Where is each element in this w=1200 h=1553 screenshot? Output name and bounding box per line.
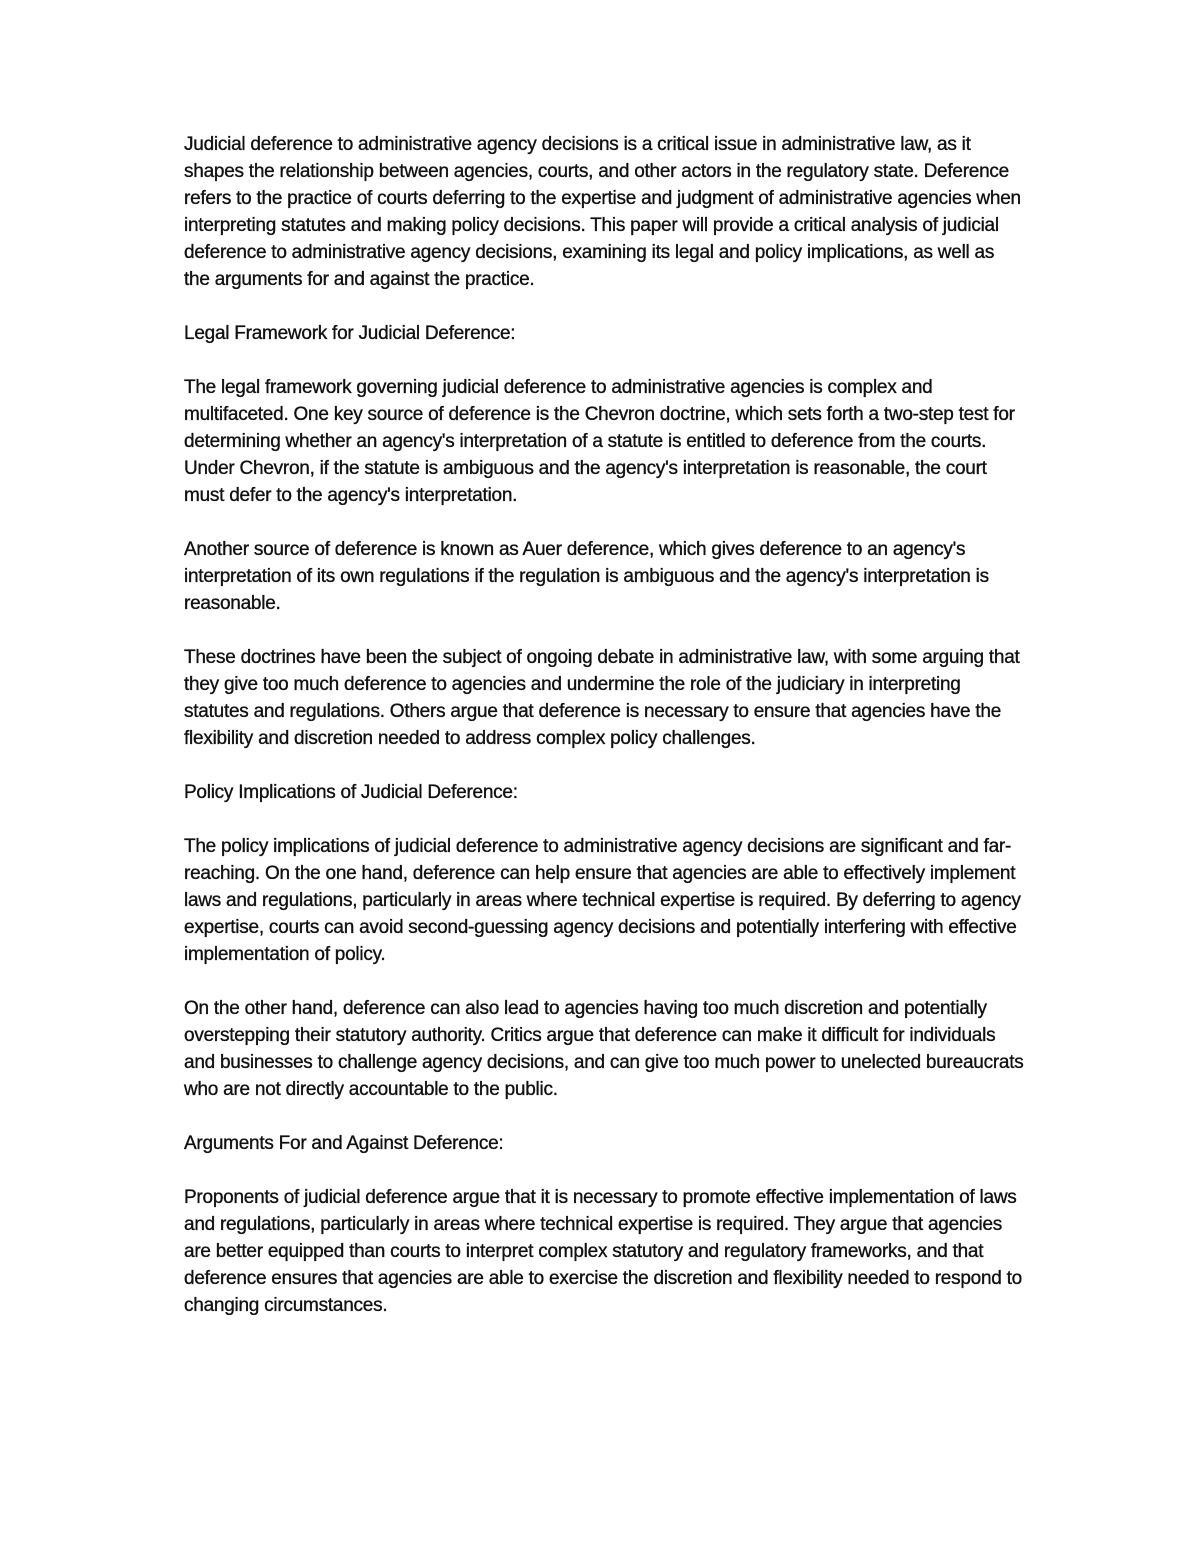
section-heading-policy-implications: Policy Implications of Judicial Deference: [184, 782, 518, 803]
document-page [184, 131, 1024, 1346]
auer-paragraph: Another source of deference is known as Auer deference, which gives deference to an agency's interpretation of its own regulations if the regulation is ambiguous and the agency's interpretation is reasonable. [184, 539, 989, 614]
chevron-paragraph: The legal framework governing judicial deference to administrative agencies is complex and multifaceted. One key source of deference is the Chevron doctrine, which sets forth a two-step test for determining whether an agency's interpretation of a statute is entitled to deference from the courts. Under Chevron, if the statute is ambiguous and the agency's interpretation is reasonable, the court must defer to the agency's interpretation. [184, 377, 1015, 506]
proponents-paragraph: Proponents of judicial deference argue that it is necessary to promote effective implementation of laws and regulations, particularly in areas where technical expertise is required. They argue that agencies are better equipped than courts to interpret complex statutory and regulatory frameworks, and that deference ensures that agencies are able to exercise the discretion and flexibility needed to respond to changing circumstances. [184, 1187, 1022, 1316]
section-heading-arguments: Arguments For and Against Deference: [184, 1133, 504, 1154]
intro-paragraph: Judicial deference to administrative agency decisions is a critical issue in administrative law, as it shapes the relationship between agencies, courts, and other actors in the regulatory state. Deference refers to the practice of courts deferring to the expertise and judgment of administrative agencies when interpreting statutes and making policy decisions. This paper will provide a critical analysis of judicial deference to administrative agency decisions, examining its legal and policy implications, as well as the arguments for and against the practice. [184, 134, 1021, 290]
debate-paragraph: These doctrines have been the subject of ongoing debate in administrative law, with some arguing that they give too much deference to agencies and undermine the role of the judiciary in interpreting statutes and regulations. Others argue that deference is necessary to ensure that agencies have the flexibility and discretion needed to address complex policy challenges. [184, 647, 1020, 749]
section-heading-legal-framework: Legal Framework for Judicial Deference: [184, 323, 516, 344]
policy-benefits-paragraph: The policy implications of judicial deference to administrative agency decisions are significant and far-reaching. On the one hand, deference can help ensure that agencies are able to effectively implement laws and regulations, particularly in areas where technical expertise is required. By deferring to agency expertise, courts can avoid second-guessing agency decisions and potentially interfering with effective implementation of policy. [184, 836, 1021, 965]
policy-risks-paragraph: On the other hand, deference can also lead to agencies having too much discretion and potentially overstepping their statutory authority. Critics argue that deference can make it difficult for individuals and businesses to challenge agency decisions, and can give too much power to unelected bureaucrats who are not directly accountable to the public. [184, 998, 1024, 1100]
